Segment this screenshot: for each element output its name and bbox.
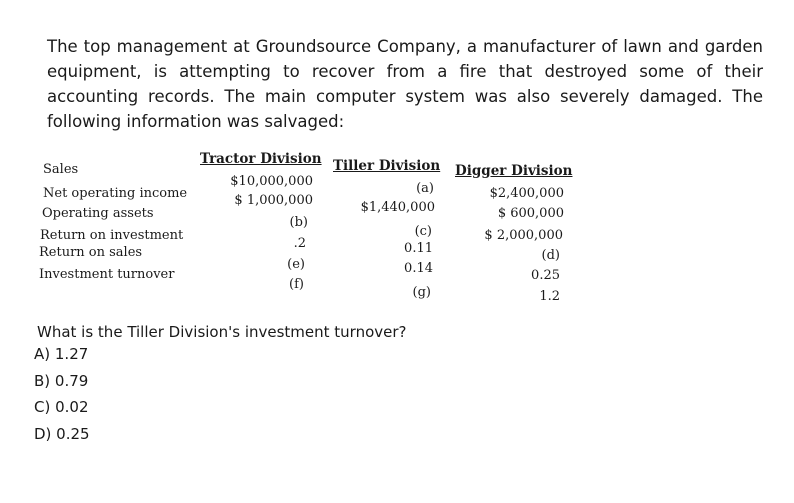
answer-choices	[34, 345, 90, 451]
col-header-tiller-division: Tiller Division	[333, 158, 441, 174]
cell-tractor-return-on-sales: (e)	[287, 257, 305, 272]
choice-c[interactable]: C) 0.02	[34, 398, 89, 416]
cell-tiller-investment-turnover: (g)	[412, 285, 431, 300]
choice-a[interactable]: A) 1.27	[34, 345, 89, 363]
cell-digger-net-operating-income: $ 600,000	[497, 206, 564, 221]
intro-paragraph: The top management at Groundsource Company, a manufacturer of lawn and garden equipment, is attempting to recover from a fire that destroyed some of their accounting records. The main computer system was also severely damaged. The following information was salvaged:	[47, 37, 763, 131]
row-label-operating-assets: Operating assets	[42, 206, 154, 221]
row-label-net-operating-income: Net operating income	[43, 186, 188, 201]
cell-tiller-sales: (a)	[416, 181, 434, 196]
row-label-return-on-sales: Return on sales	[39, 245, 143, 260]
choice-d[interactable]: D) 0.25	[34, 424, 90, 443]
cell-tractor-return-on-investment: .2	[293, 236, 306, 251]
cell-tractor-net-operating-income: $ 1,000,000	[234, 193, 313, 208]
cell-tiller-return-on-investment: 0.11	[404, 241, 433, 256]
cell-tractor-operating-assets: (b)	[289, 215, 308, 230]
row-label-return-on-investment: Return on investment	[40, 228, 184, 243]
cell-digger-sales: $2,400,000	[489, 186, 564, 201]
cell-tiller-return-on-sales: 0.14	[404, 261, 433, 276]
cell-tiller-operating-assets: (c)	[414, 224, 432, 239]
cell-digger-return-on-sales: 0.25	[531, 268, 560, 283]
cell-tiller-net-operating-income: $1,440,000	[360, 200, 435, 215]
col-header-tractor-division: Tractor Division	[200, 151, 322, 167]
cell-tractor-sales: $10,000,000	[230, 174, 313, 189]
row-label-sales: Sales	[43, 162, 79, 177]
cell-digger-operating-assets: $ 2,000,000	[484, 228, 563, 243]
choice-b[interactable]: B) 0.79	[34, 371, 89, 390]
cell-digger-investment-turnover: 1.2	[539, 289, 560, 304]
cell-tractor-investment-turnover: (f)	[289, 277, 304, 292]
row-label-investment-turnover: Investment turnover	[39, 267, 175, 282]
col-header-digger-division: Digger Division	[455, 163, 573, 179]
cell-digger-return-on-investment: (d)	[541, 248, 560, 263]
question-text: What is the Tiller Division's investment turnover?	[37, 323, 407, 341]
